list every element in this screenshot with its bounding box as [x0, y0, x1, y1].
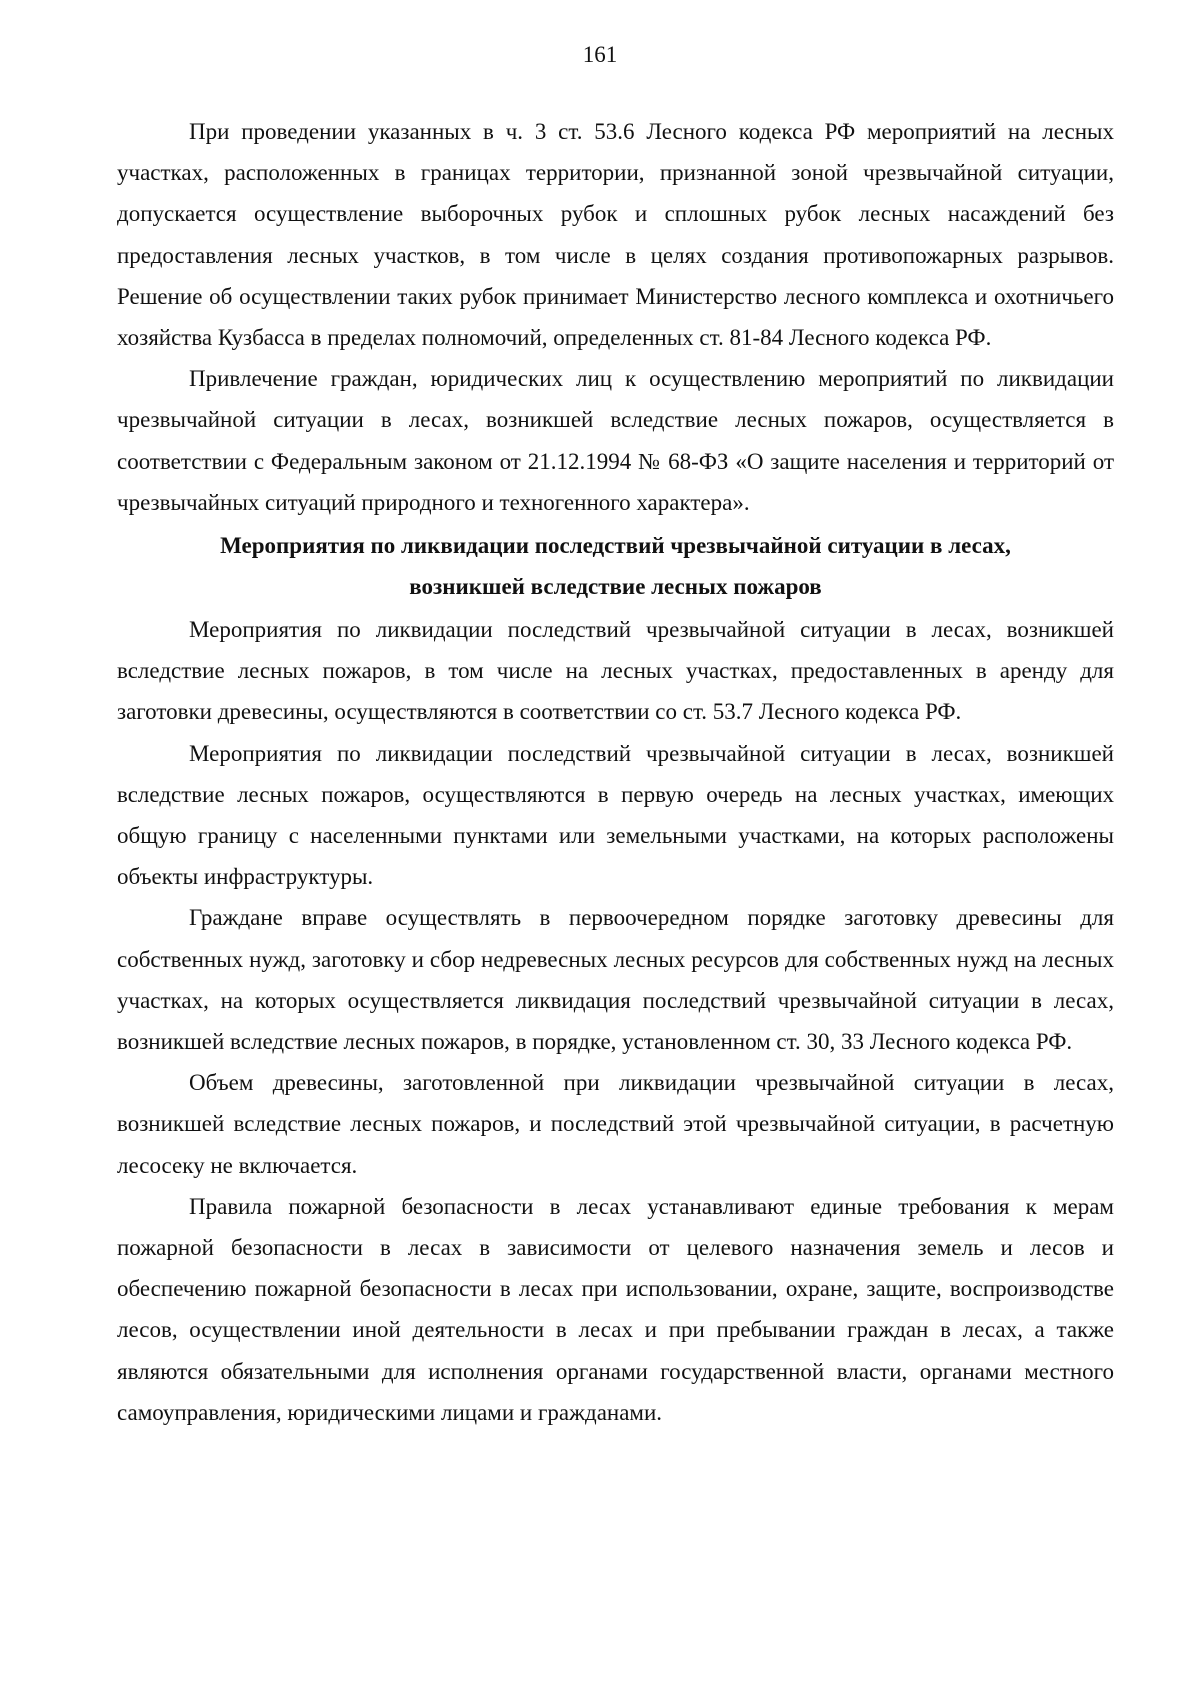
paragraph-priority-areas: Мероприятия по ликвидации последствий чрезвычайной ситуации в лесах, возникшей вследствие лесных пожаров, осуществляются в первую очередь на лесных участках, имеющих общую границу с населенными пунктами или земельными участками, на которых расположены объекты инфраструктуры. [117, 740, 1114, 890]
document-body [117, 111, 1114, 1433]
paragraph-fire-safety-rules: Правила пожарной безопасности в лесах устанавливают единые требования к мерам пожарной безопасности в лесах в зависимости от целевого назначения земель и лесов и обеспечению пожарной безопасности в лесах при использовании, охране, защите, воспроизводстве лесов, осуществлении иной деятельности в лесах и при пребывании граждан в лесах, а также являются обязательными для исполнения органами государственной власти, органами местного самоуправления, юридическими лицами и гражданами. [117, 1193, 1114, 1425]
section-heading-line-1: Мероприятия по ликвидации последствий чрезвычайной ситуации в лесах, [220, 533, 1011, 559]
paragraph-wood-volume: Объем древесины, заготовленной при ликвидации чрезвычайной ситуации в лесах, возникшей вследствие лесных пожаров, и последствий этой чрезвычайной ситуации, в расчетную лесосеку не включается. [117, 1070, 1114, 1178]
section-heading [117, 525, 1114, 607]
section-heading-line-2: возникшей вследствие лесных пожаров [409, 574, 822, 600]
paragraph-liquidation-measures: Мероприятия по ликвидации последствий чрезвычайной ситуации в лесах, возникшей вследствие лесных пожаров, в том числе на лесных участках, предоставленных в аренду для заготовки древесины, осуществляются в соответствии со ст. 53.7 Лесного кодекса РФ. [117, 617, 1114, 725]
paragraph-forest-clearing: При проведении указанных в ч. 3 ст. 53.6 Лесного кодекса РФ мероприятий на лесных участках, расположенных в границах территории, признанной зоной чрезвычайной ситуации, допускается осуществление выборочных рубок и сплошных рубок лесных насаждений без предоставления лесных участков, в том числе в целях создания противопожарных разрывов. Решение об осуществлении таких рубок принимает Министерство лесного комплекса и охотничьего хозяйства Кузбасса в пределах полномочий, определенных ст. 81-84 Лесного кодекса РФ. [117, 119, 1114, 351]
paragraph-citizen-rights: Граждане вправе осуществлять в первоочередном порядке заготовку древесины для собственных нужд, заготовку и сбор недревесных лесных ресурсов для собственных нужд на лесных участках, на которых осуществляется ликвидация последствий чрезвычайной ситуации в лесах, возникшей вследствие лесных пожаров, в порядке, установленном ст. 30, 33 Лесного кодекса РФ. [117, 905, 1114, 1055]
paragraph-citizen-involvement: Привлечение граждан, юридических лиц к осуществлению мероприятий по ликвидации чрезвычайной ситуации в лесах, возникшей вследствие лесных пожаров, осуществляется в соответствии с Федеральным законом от 21.12.1994 № 68-ФЗ «О защите населения и территорий от чрезвычайных ситуаций природного и техногенного характера». [117, 366, 1114, 515]
page-number: 161 [582, 42, 618, 67]
